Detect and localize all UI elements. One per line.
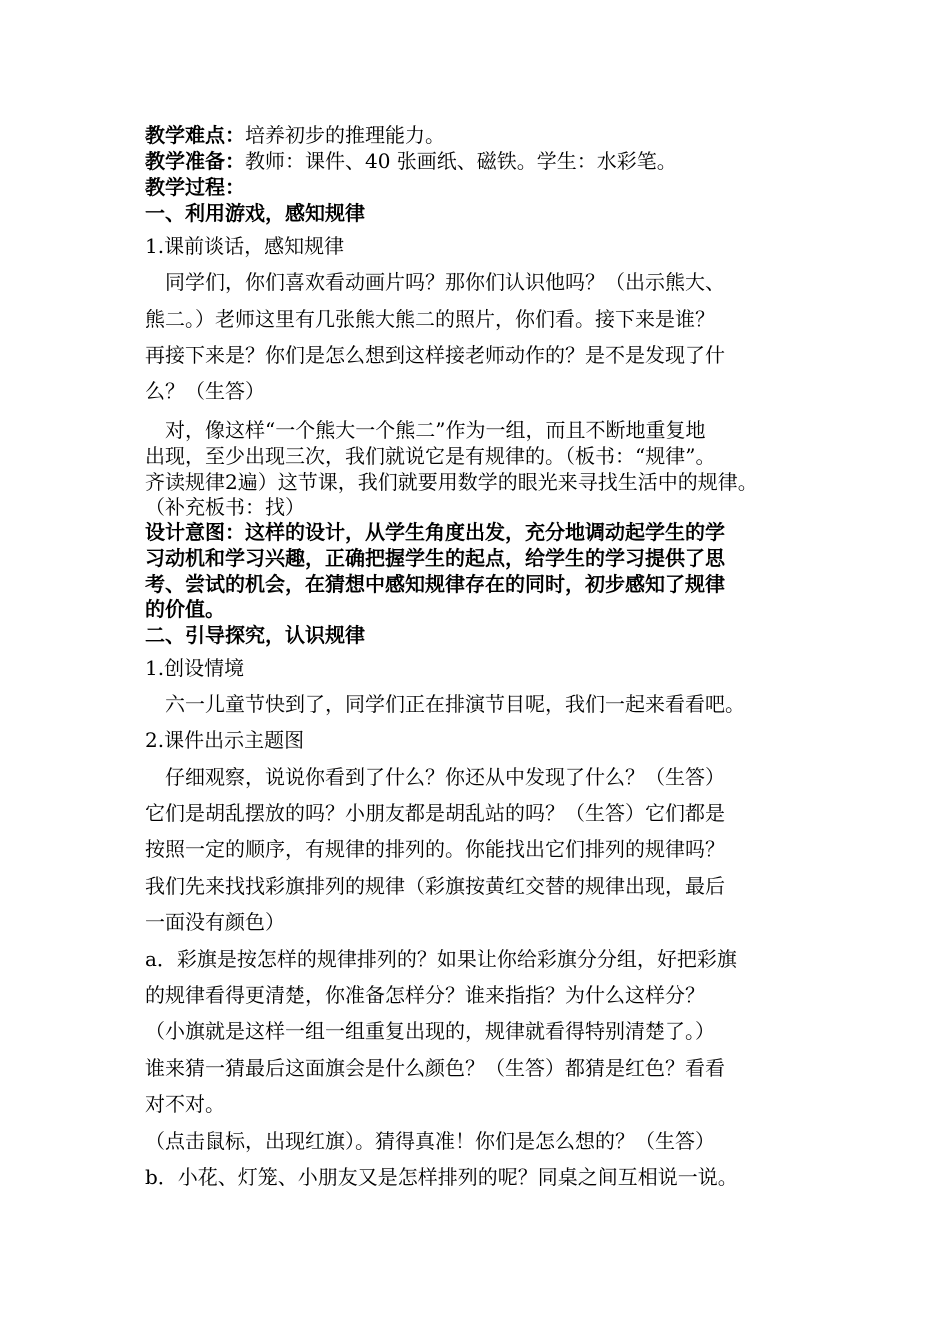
paragraph-4-line-2: 它们是胡乱摆放的吗？小朋友都是胡乱站的吗？（生答）它们都是: [145, 801, 725, 825]
prep-label: 教学准备：: [145, 149, 245, 173]
section-1-title: 一、利用游戏，感知规律: [145, 201, 365, 225]
section-2-1-heading: 1.创设情境: [145, 656, 245, 680]
item-a-line-2: 的规律看得更清楚，你准备怎样分？谁来指指？为什么这样分？: [145, 983, 705, 1007]
process-label: 教学过程：: [145, 175, 245, 199]
difficulty-label: 教学难点：: [145, 123, 245, 147]
paragraph-2-line-2: 出现，至少出现三次，我们就说它是有规律的。（板书：“规律”。: [145, 444, 716, 468]
item-b-line-1: b．小花、灯笼、小朋友又是怎样排列的呢？同桌之间互相说一说。: [145, 1165, 738, 1189]
section-1-1-heading: 1.课前谈话，感知规律: [145, 234, 345, 258]
item-a-line-5: 对不对。: [145, 1092, 225, 1116]
item-a-line-4: 谁来猜一猜最后这面旗会是什么颜色？（生答）都猜是红色？看看: [145, 1056, 725, 1080]
paragraph-1-line-4: 么？（生答）: [145, 379, 265, 403]
prep-text: 教师：课件、40 张画纸、磁铁。学生：水彩笔。: [245, 149, 677, 173]
item-a-line-1: a．彩旗是按怎样的规律排列的？如果让你给彩旗分分组，好把彩旗: [145, 947, 737, 971]
design-intent-line-2: 习动机和学习兴趣，正确把握学生的起点，给学生的学习提供了思: [145, 546, 725, 570]
design-intent-line-1: 设计意图：这样的设计，从学生角度出发，充分地调动起学生的学: [145, 520, 725, 544]
item-a-line-6: （点击鼠标，出现红旗）。猜得真准！你们是怎么想的？（生答）: [145, 1129, 715, 1153]
paragraph-3-line-1: 六一儿童节快到了，同学们正在排演节目呢，我们一起来看看吧。: [165, 692, 745, 716]
item-a-line-3: （小旗就是这样一组一组重复出现的，规律就看得特别清楚了。）: [145, 1019, 715, 1043]
paragraph-4-line-5: 一面没有颜色）: [145, 910, 285, 934]
section-2-title: 二、引导探究，认识规律: [145, 623, 365, 647]
paragraph-2-line-4: （补充板书：找）: [145, 495, 305, 519]
section-2-2-heading: 2.课件出示主题图: [145, 728, 305, 752]
difficulty-line: [145, 122, 445, 148]
design-intent-line-3: 考、尝试的机会，在猜想中感知规律存在的同时，初步感知了规律: [145, 572, 725, 596]
paragraph-4-line-1: 仔细观察，说说你看到了什么？你还从中发现了什么？（生答）: [165, 765, 725, 789]
paragraph-2-line-1: 对，像这样“一个熊大一个熊二”作为一组，而且不断地重复地: [165, 418, 706, 442]
paragraph-4-line-4: 我们先来找找彩旗排列的规律（彩旗按黄红交替的规律出现，最后: [145, 874, 725, 898]
paragraph-4-line-3: 按照一定的顺序，有规律的排列的。你能找出它们排列的规律吗？: [145, 837, 725, 861]
difficulty-text: 培养初步的推理能力。: [245, 123, 445, 147]
prep-line: [145, 148, 677, 174]
design-intent-line-4: 的价值。: [145, 597, 225, 621]
paragraph-1-line-2: 熊二。）老师这里有几张熊大熊二的照片，你们看。接下来是谁？: [145, 307, 715, 331]
paragraph-2-line-3: 齐读规律2遍）这节课，我们就要用数学的眼光来寻找生活中的规律。: [145, 470, 758, 494]
paragraph-1-line-3: 再接下来是？你们是怎么想到这样接老师动作的？是不是发现了什: [145, 343, 725, 367]
paragraph-1-line-1: 同学们，你们喜欢看动画片吗？那你们认识他吗？（出示熊大、: [165, 270, 725, 294]
